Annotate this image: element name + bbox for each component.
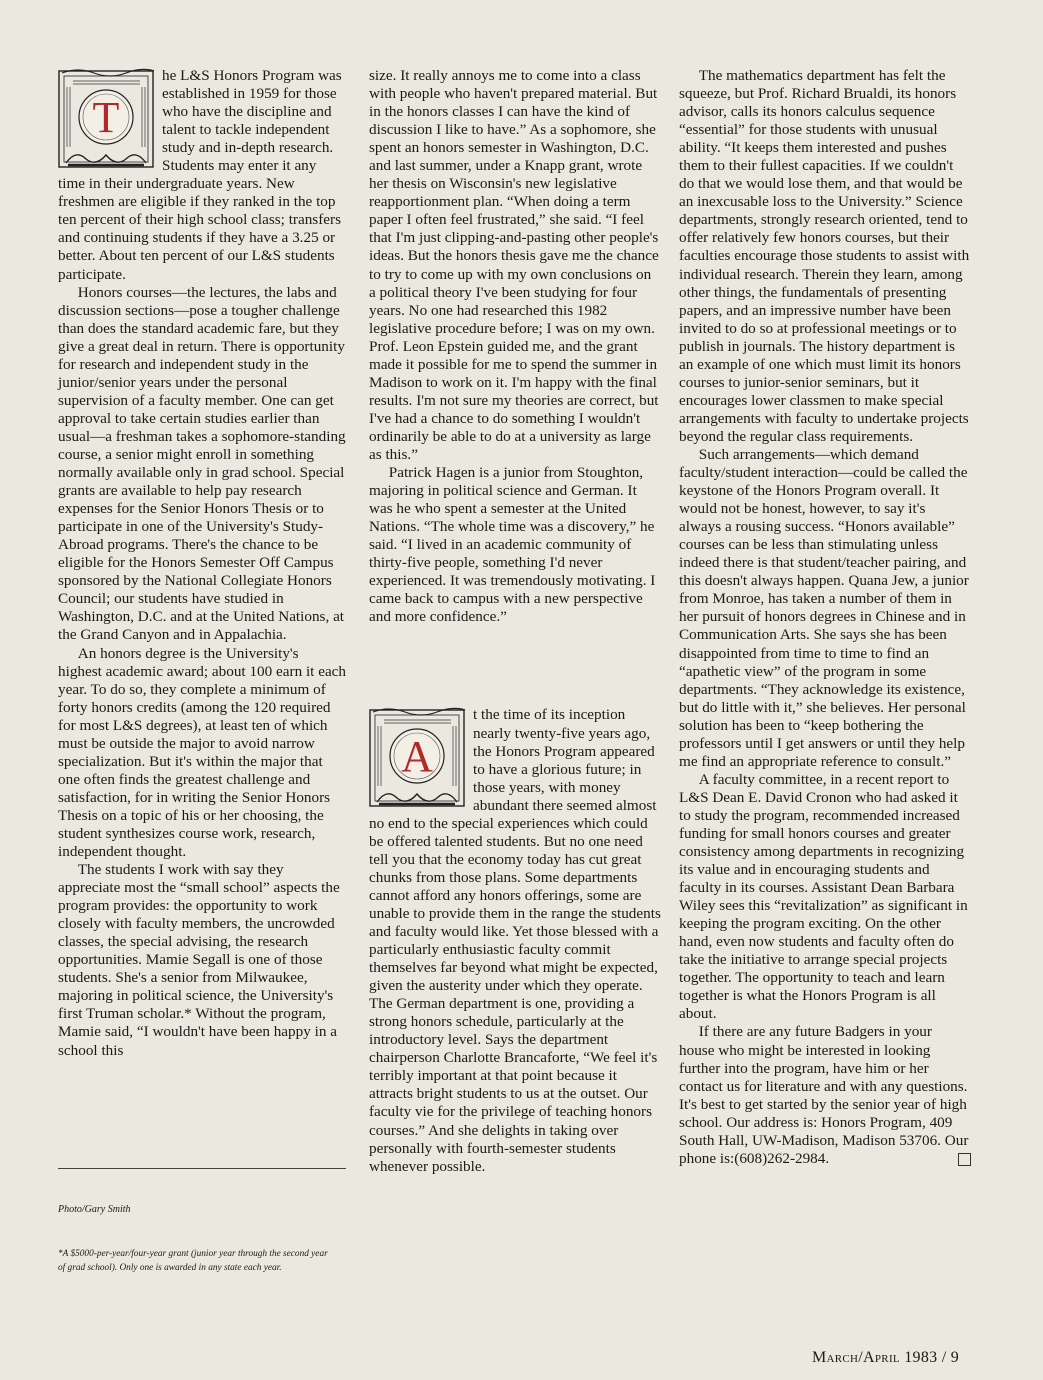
photo-credit: Photo/Gary Smith <box>58 1204 131 1215</box>
dropcap-letter: A <box>401 732 433 782</box>
footnote-rule <box>58 1168 346 1169</box>
end-mark-icon <box>958 1153 971 1166</box>
decorative-initial-t <box>58 67 156 171</box>
article-column-2 <box>369 67 661 1176</box>
ornament-frame-icon <box>369 706 467 810</box>
decorative-initial-a <box>369 706 467 810</box>
paragraph: size. It really annoys me to come into a class with people who haven't prepared material. But in the honors classes I can have the kind of discussion I like to have.” As a sophomore, she spent an honors semester in Washington, D.C. and last summer, under a Knapp grant, wrote her thesis on Wisconsin's new legislative reapportionment plan. “When doing a term paper I often feel frustrated,” she said. “I feel that I'm just clipping-and-pasting other people's ideas. But the honors thesis gave me the chance to try to come up with my own conclusions on a political theory I've been studying for four years. No one had researched this 1982 legislative procedure before; I was on my own. Prof. Leon Epstein guided me, and the grant made it possible for me to spend the summer in Madison to work on it. I'm happy with the final results. I'm not sure my theories are correct, but I've had a chance to do something I wouldn't ordinarily be able to do at a university as large as this.” <box>369 67 659 463</box>
paragraph-text: If there are any future Badgers in your house who might be interested in looking further into the program, have him or her contact us for literature and with any questions. It's best to get started by the senior year of high school. Our address is: Honors Program, 409 South Hall, UW-Madison, Madison 53706. Our phone is:(608)262-2984. <box>679 1023 969 1167</box>
dropcap-letter: T <box>92 93 120 142</box>
paragraph: A faculty committee, in a recent report to L&S Dean E. David Cronon who had asked it to study the program, recommended increased funding for small honors courses and greater consistency among departments in recognizing its value and in encouraging students and faculty in its courses. Assistant Dean Barbara Wiley sees this “revitalization” as significant in keeping the program exciting. On the other hand, even now students and faculty often do take the initiative to arrange special projects together. The opportunity to teach and learn together is what the Honors Program is all about. <box>679 770 968 1023</box>
paragraph: he L&S Honors Program was established in 1959 for those who have the discipline and talent to tackle independent study and in-depth research. Students may enter it any time in their undergraduate years. New freshmen are eligible if they ranked in the top ten percent of their high school class; transfers and continuing students if they have a 3.25 or better. About ten percent of our L&S students participate. <box>58 67 342 283</box>
paragraph: The mathematics department has felt the squeeze, but Prof. Richard Brualdi, its honors advisor, calls its honors calculus sequence “essential” for those students with unusual ability. “It keeps them interested and pushes them to their fullest capacities. If we couldn't do that we would lose them, and that would be an inexcusable loss to the University.” Science departments, strongly research oriented, tend to offer relatively few honors courses, but their faculties encourage those students to assist with individual research. Therein they learn, among other things, the fundamentals of presenting papers, and an impressive number have been invited to do so at professional meetings or to publish in journals. The history department is an example of one which must limit its honors courses to junior-senior seminars, but it encourages lower classmen to make special arrangements with faculty to undertake projects beyond the regular class requirements. <box>679 67 970 445</box>
paragraph: Such arrangements—which demand faculty/student interaction—could be called the keystone of the Honors Program overall. It would not be honest, however, to say it's always a rousing success. “Honors available” courses can be less than stimulating unless indeed there is that student/teacher pairing, and this doesn't always happen. Quana Jew, a junior from Monroe, has taken a number of them in her pursuit of honors degrees in Chinese and in Communication Arts. She says she has been disappointed from time to time to find an “apathetic view” of the program in some departments. “They acknowledge its existence, but do little with it,” she believes. Her personal solution has been to “keep bothering the professors until I get answers or until they help me find an appropriate reference to consult.” <box>679 445 969 770</box>
paragraph: An honors degree is the University's highest academic award; about 100 earn it each year. To do so, they complete a minimum of forty honors credits (among the 120 required for most L&S degrees), at least ten of which must be outside the major to avoid narrow specialization. But it's within the major that one often finds the greatest challenge and satisfaction, for in writing the Senior Honors Thesis on a topic of his or her choosing, the student synthesizes course work, research, independent thought. <box>58 644 347 861</box>
ornament-frame-icon <box>58 67 156 171</box>
paragraph-final <box>679 1023 971 1167</box>
article-column-3 <box>679 67 971 1168</box>
paragraph: t the time of its inception nearly twenty-five years ago, the Honors Program appeared to have a glorious future; in those years, with money abundant there seemed almost no end to the special experiences which could be offered talented students. But no one need tell you that the economy today has cut great chunks from those plans. Some departments cannot afford any honors offerings, some are unable to provide them in the range the students and faculty would like. Yet those blessed with a particularly enthusiastic faculty commit themselves far beyond what might be expected, given the austerity under which they operate. The German department is one, providing a strong honors schedule, particularly at the introductory level. Says the department chairperson Charlotte Brancaforte, “We feel it's terribly important at that point because it attracts bright students to us at the outset. Our faculty vie for the privilege of teaching honors courses.” And she delights in taking over personally with fourth-semester students whenever possible. <box>369 706 661 1175</box>
section-gap <box>369 626 661 706</box>
article-column-1 <box>58 67 346 1060</box>
footnote: *A $5000-per-year/four-year grant (junior year through the second year of grad school). Only one is awarded in any state each year. <box>58 1249 328 1273</box>
page-footer: March/April 1983 / 9 <box>812 1349 960 1366</box>
paragraph: The students I work with say they appreciate most the “small school” aspects the program provides: the opportunity to work closely with faculty members, the uncrowded classes, the special advising, the research opportunities. Mamie Segall is one of those students. She's a senior from Milwaukee, majoring in political science, the University's first Truman scholar.* Without the program, Mamie said, “I wouldn't have been happy in a school this <box>58 861 340 1059</box>
paragraph: Patrick Hagen is a junior from Stoughton, majoring in political science and German. It was he who spent a semester at the United Nations. “The whole time was a discovery,” he said. “I lived in an academic community of thirty-five people, something I'd never experienced. It was tremendously motivating. I came back to campus with a new perspective and more confidence.” <box>369 464 656 626</box>
paragraph: Honors courses—the lectures, the labs and discussion sections—pose a tougher challenge than does the standard academic fare, but they give a great deal in return. There is opportunity for research and independent study in the junior/senior years under the personal supervision of a faculty member. One can get approval to take certain studies earlier than usual—a freshman takes a sophomore-standing course, a senior might enroll in something normally available only in grad school. Special grants are available to help pay research expenses for the Senior Honors Thesis or to participate in one of the University's Study-Abroad programs. There's the chance to be eligible for the Honors Semester Off Campus sponsored by the National Collegiate Honors Council; our students have studied in Washington, D.C. and at the United Nations, at the Grand Canyon and in Appalachia. <box>58 283 346 644</box>
